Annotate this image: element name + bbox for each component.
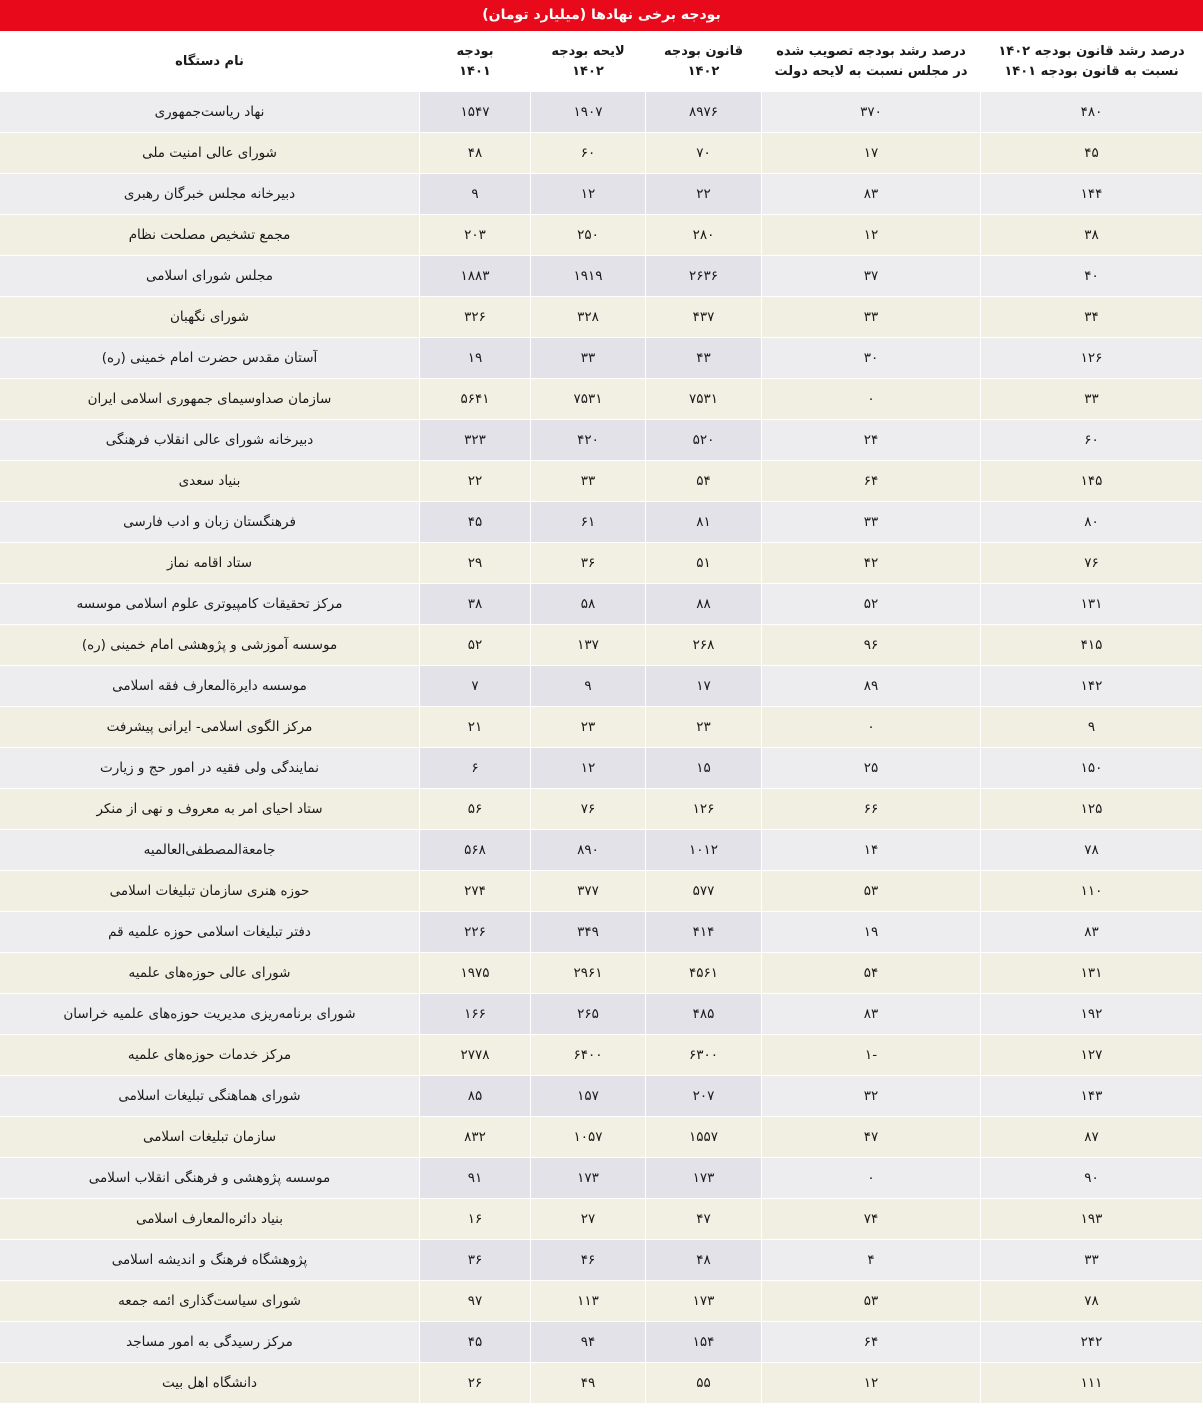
- cell-law-1402: ۲۲: [646, 174, 762, 215]
- cell-budget-1401: ۷: [420, 666, 531, 707]
- cell-budget-1401: ۵۶۸: [420, 830, 531, 871]
- cell-growth-majlis: ۸۳: [762, 994, 981, 1035]
- cell-law-1402: ۱۲۶: [646, 789, 762, 830]
- cell-growth-majlis: ۳۷۰: [762, 92, 981, 133]
- cell-bill-1402: ۳۷۷: [531, 871, 646, 912]
- cell-bill-1402: ۹۴: [531, 1322, 646, 1363]
- table-row: [0, 420, 1203, 461]
- cell-law-1402: ۴۵۶۱: [646, 953, 762, 994]
- cell-growth-1402-vs-1401: ۷۸: [981, 830, 1203, 871]
- cell-bill-1402: ۶۴۰۰: [531, 1035, 646, 1076]
- cell-growth-1402-vs-1401: ۹: [981, 707, 1203, 748]
- table-row: [0, 748, 1203, 789]
- cell-organization-name: نهاد ریاست‌جمهوری: [0, 92, 420, 133]
- table-row: [0, 1158, 1203, 1199]
- cell-budget-1401: ۳۲۳: [420, 420, 531, 461]
- cell-growth-majlis: ۳۰: [762, 338, 981, 379]
- cell-organization-name: بنیاد دائره‌المعارف اسلامی: [0, 1199, 420, 1240]
- cell-organization-name: سازمان تبلیغات اسلامی: [0, 1117, 420, 1158]
- cell-growth-majlis: ۵۲: [762, 584, 981, 625]
- table-row: [0, 830, 1203, 871]
- cell-budget-1401: ۴۸: [420, 133, 531, 174]
- cell-bill-1402: ۱۲: [531, 174, 646, 215]
- cell-budget-1401: ۸۳۲: [420, 1117, 531, 1158]
- cell-budget-1401: ۲۶: [420, 1363, 531, 1404]
- cell-law-1402: ۶۳۰۰: [646, 1035, 762, 1076]
- cell-growth-1402-vs-1401: ۳۳: [981, 1240, 1203, 1281]
- cell-bill-1402: ۸۹۰: [531, 830, 646, 871]
- cell-budget-1401: ۲۷۴: [420, 871, 531, 912]
- cell-budget-1401: ۲۹: [420, 543, 531, 584]
- cell-growth-1402-vs-1401: ۸۰: [981, 502, 1203, 543]
- cell-bill-1402: ۱۷۳: [531, 1158, 646, 1199]
- cell-organization-name: ستاد اقامه نماز: [0, 543, 420, 584]
- cell-law-1402: ۱۵۴: [646, 1322, 762, 1363]
- budget-table: [0, 31, 1203, 1404]
- cell-bill-1402: ۹: [531, 666, 646, 707]
- cell-growth-majlis: ۰: [762, 1158, 981, 1199]
- cell-bill-1402: ۶۰: [531, 133, 646, 174]
- cell-growth-1402-vs-1401: ۱۳۱: [981, 584, 1203, 625]
- cell-growth-1402-vs-1401: ۷۶: [981, 543, 1203, 584]
- table-row: [0, 1363, 1203, 1404]
- cell-budget-1401: ۴۵: [420, 502, 531, 543]
- cell-budget-1401: ۱۹۷۵: [420, 953, 531, 994]
- cell-bill-1402: ۱۵۷: [531, 1076, 646, 1117]
- cell-law-1402: ۱۰۱۲: [646, 830, 762, 871]
- cell-organization-name: دانشگاه اهل بیت: [0, 1363, 420, 1404]
- cell-law-1402: ۵۵: [646, 1363, 762, 1404]
- table-header-row: [0, 32, 1203, 92]
- cell-bill-1402: ۱۹۱۹: [531, 256, 646, 297]
- cell-law-1402: ۴۳: [646, 338, 762, 379]
- table-row: [0, 297, 1203, 338]
- cell-budget-1401: ۸۵: [420, 1076, 531, 1117]
- cell-budget-1401: ۱۶۶: [420, 994, 531, 1035]
- cell-bill-1402: ۲۳: [531, 707, 646, 748]
- cell-growth-1402-vs-1401: ۸۷: [981, 1117, 1203, 1158]
- cell-law-1402: ۴۱۴: [646, 912, 762, 953]
- cell-law-1402: ۵۷۷: [646, 871, 762, 912]
- cell-bill-1402: ۱۱۳: [531, 1281, 646, 1322]
- cell-organization-name: موسسه آموزشی و پژوهشی امام خمینی (ره): [0, 625, 420, 666]
- cell-growth-majlis: ۹۶: [762, 625, 981, 666]
- cell-growth-majlis: ۸۹: [762, 666, 981, 707]
- cell-growth-majlis: ۳۳: [762, 297, 981, 338]
- cell-law-1402: ۱۵: [646, 748, 762, 789]
- cell-organization-name: بنیاد سعدی: [0, 461, 420, 502]
- cell-growth-majlis: ۱۲: [762, 215, 981, 256]
- header-budget-1401-line2: ۱۴۰۱: [459, 63, 491, 79]
- table-row: [0, 912, 1203, 953]
- table-row: [0, 584, 1203, 625]
- header-budget-1401-line1: بودجه: [456, 44, 494, 59]
- table-row: [0, 994, 1203, 1035]
- cell-growth-majlis: ۴: [762, 1240, 981, 1281]
- cell-law-1402: ۸۸: [646, 584, 762, 625]
- cell-law-1402: ۵۲۰: [646, 420, 762, 461]
- header-growth-majlis: درصد رشد بودجه تصویب شده در مجلس نسبت به لایحه دولت: [762, 32, 981, 92]
- table-row: [0, 625, 1203, 666]
- cell-growth-1402-vs-1401: ۱۴۳: [981, 1076, 1203, 1117]
- cell-budget-1401: ۳۶: [420, 1240, 531, 1281]
- table-row: [0, 92, 1203, 133]
- cell-bill-1402: ۱۳۷: [531, 625, 646, 666]
- cell-organization-name: فرهنگستان زبان و ادب فارسی: [0, 502, 420, 543]
- cell-growth-majlis: ۰: [762, 379, 981, 420]
- cell-growth-majlis: ۲۴: [762, 420, 981, 461]
- table-row: [0, 1281, 1203, 1322]
- cell-growth-majlis: ۳۳: [762, 502, 981, 543]
- cell-organization-name: شورای برنامه‌ریزی مدیریت حوزه‌های علمیه خراسان: [0, 994, 420, 1035]
- cell-growth-1402-vs-1401: ۱۴۵: [981, 461, 1203, 502]
- table-row: [0, 953, 1203, 994]
- header-organization-name: نام دستگاه: [0, 32, 420, 92]
- cell-budget-1401: ۹۷: [420, 1281, 531, 1322]
- cell-growth-1402-vs-1401: ۱۱۱: [981, 1363, 1203, 1404]
- cell-growth-1402-vs-1401: ۱۵۰: [981, 748, 1203, 789]
- cell-organization-name: مرکز رسیدگی به امور مساجد: [0, 1322, 420, 1363]
- cell-growth-majlis: ۴۲: [762, 543, 981, 584]
- table-row: [0, 256, 1203, 297]
- cell-bill-1402: ۴۲۰: [531, 420, 646, 461]
- cell-law-1402: ۱۷: [646, 666, 762, 707]
- cell-growth-majlis: ۵۳: [762, 871, 981, 912]
- cell-bill-1402: ۷۵۳۱: [531, 379, 646, 420]
- cell-organization-name: موسسه پژوهشی و فرهنگی انقلاب اسلامی: [0, 1158, 420, 1199]
- cell-growth-majlis: ۳۷: [762, 256, 981, 297]
- cell-budget-1401: ۹: [420, 174, 531, 215]
- cell-organization-name: شورای سیاست‌گذاری ائمه جمعه: [0, 1281, 420, 1322]
- cell-budget-1401: ۲۱: [420, 707, 531, 748]
- cell-budget-1401: ۶: [420, 748, 531, 789]
- cell-growth-1402-vs-1401: ۳۴: [981, 297, 1203, 338]
- cell-law-1402: ۴۷: [646, 1199, 762, 1240]
- cell-law-1402: ۱۷۳: [646, 1281, 762, 1322]
- cell-growth-1402-vs-1401: ۱۲۷: [981, 1035, 1203, 1076]
- cell-bill-1402: ۴۶: [531, 1240, 646, 1281]
- cell-organization-name: مرکز تحقیقات کامپیوتری علوم اسلامی موسسه: [0, 584, 420, 625]
- cell-growth-majlis: ۶۴: [762, 1322, 981, 1363]
- cell-bill-1402: ۴۹: [531, 1363, 646, 1404]
- cell-law-1402: ۴۸۵: [646, 994, 762, 1035]
- cell-growth-majlis: ۶۶: [762, 789, 981, 830]
- cell-bill-1402: ۶۱: [531, 502, 646, 543]
- cell-law-1402: ۸۹۷۶: [646, 92, 762, 133]
- cell-growth-1402-vs-1401: ۳۸: [981, 215, 1203, 256]
- cell-budget-1401: ۱۹: [420, 338, 531, 379]
- cell-organization-name: دبیرخانه مجلس خبرگان رهبری: [0, 174, 420, 215]
- cell-growth-1402-vs-1401: ۳۳: [981, 379, 1203, 420]
- header-law-1402: قانون بودجه ۱۴۰۲: [646, 32, 762, 92]
- cell-growth-majlis: ۳۲: [762, 1076, 981, 1117]
- cell-growth-1402-vs-1401: ۹۰: [981, 1158, 1203, 1199]
- cell-law-1402: ۵۴: [646, 461, 762, 502]
- cell-law-1402: ۸۱: [646, 502, 762, 543]
- table-row: [0, 502, 1203, 543]
- cell-bill-1402: ۲۶۵: [531, 994, 646, 1035]
- cell-organization-name: شورای عالی امنیت ملی: [0, 133, 420, 174]
- cell-organization-name: نمایندگی ولی فقیه در امور حج و زیارت: [0, 748, 420, 789]
- table-row: [0, 1117, 1203, 1158]
- cell-growth-majlis: ۴۷: [762, 1117, 981, 1158]
- cell-growth-majlis: ۸۳: [762, 174, 981, 215]
- cell-budget-1401: ۹۱: [420, 1158, 531, 1199]
- cell-bill-1402: ۲۵۰: [531, 215, 646, 256]
- cell-organization-name: جامعةالمصطفی‌العالمیه: [0, 830, 420, 871]
- cell-law-1402: ۱۷۳: [646, 1158, 762, 1199]
- cell-organization-name: آستان مقدس حضرت امام خمینی (ره): [0, 338, 420, 379]
- table-row: [0, 133, 1203, 174]
- cell-growth-majlis: ۵۴: [762, 953, 981, 994]
- cell-law-1402: ۴۳۷: [646, 297, 762, 338]
- cell-budget-1401: ۲۲: [420, 461, 531, 502]
- cell-bill-1402: ۳۴۹: [531, 912, 646, 953]
- cell-organization-name: دفتر تبلیغات اسلامی حوزه علمیه قم: [0, 912, 420, 953]
- cell-bill-1402: ۷۶: [531, 789, 646, 830]
- cell-growth-1402-vs-1401: ۱۱۰: [981, 871, 1203, 912]
- cell-growth-1402-vs-1401: ۱۳۱: [981, 953, 1203, 994]
- table-row: [0, 1199, 1203, 1240]
- cell-organization-name: شورای هماهنگی تبلیغات اسلامی: [0, 1076, 420, 1117]
- cell-growth-1402-vs-1401: ۱۴۲: [981, 666, 1203, 707]
- cell-growth-majlis: ۵۳: [762, 1281, 981, 1322]
- cell-budget-1401: ۴۵: [420, 1322, 531, 1363]
- header-bill-1402: لایحه بودجه ۱۴۰۲: [531, 32, 646, 92]
- cell-organization-name: ستاد احیای امر به معروف و نهی از منکر: [0, 789, 420, 830]
- cell-bill-1402: ۵۸: [531, 584, 646, 625]
- page-title: بودجه برخی نهادها (میلیارد تومان): [0, 0, 1203, 31]
- cell-bill-1402: ۲۷: [531, 1199, 646, 1240]
- cell-law-1402: ۲۶۸: [646, 625, 762, 666]
- table-body: [0, 92, 1203, 1404]
- cell-growth-1402-vs-1401: ۱۹۲: [981, 994, 1203, 1035]
- cell-budget-1401: ۵۲: [420, 625, 531, 666]
- table-row: [0, 871, 1203, 912]
- cell-law-1402: ۲۰۷: [646, 1076, 762, 1117]
- cell-growth-1402-vs-1401: ۱۲۶: [981, 338, 1203, 379]
- table-row: [0, 1240, 1203, 1281]
- cell-growth-1402-vs-1401: ۴۵: [981, 133, 1203, 174]
- cell-organization-name: مجمع تشخیص مصلحت نظام: [0, 215, 420, 256]
- cell-organization-name: مجلس شورای اسلامی: [0, 256, 420, 297]
- table-row: [0, 174, 1203, 215]
- cell-budget-1401: ۲۷۷۸: [420, 1035, 531, 1076]
- cell-growth-majlis: ۰: [762, 707, 981, 748]
- cell-growth-majlis: -۱: [762, 1035, 981, 1076]
- cell-bill-1402: ۱۰۵۷: [531, 1117, 646, 1158]
- cell-law-1402: ۱۵۵۷: [646, 1117, 762, 1158]
- cell-growth-majlis: ۷۴: [762, 1199, 981, 1240]
- table-row: [0, 461, 1203, 502]
- cell-organization-name: مرکز الگوی اسلامی- ایرانی پیشرفت: [0, 707, 420, 748]
- cell-growth-1402-vs-1401: ۴۸۰: [981, 92, 1203, 133]
- cell-growth-majlis: ۶۴: [762, 461, 981, 502]
- table-row: [0, 215, 1203, 256]
- cell-growth-1402-vs-1401: ۱۲۵: [981, 789, 1203, 830]
- table-row: [0, 1035, 1203, 1076]
- cell-growth-1402-vs-1401: ۶۰: [981, 420, 1203, 461]
- cell-growth-majlis: ۱۲: [762, 1363, 981, 1404]
- cell-law-1402: ۲۳: [646, 707, 762, 748]
- cell-bill-1402: ۱۲: [531, 748, 646, 789]
- cell-law-1402: ۴۸: [646, 1240, 762, 1281]
- cell-budget-1401: ۱۵۴۷: [420, 92, 531, 133]
- cell-growth-majlis: ۲۵: [762, 748, 981, 789]
- cell-organization-name: دبیرخانه شورای عالی انقلاب فرهنگی: [0, 420, 420, 461]
- cell-bill-1402: ۳۶: [531, 543, 646, 584]
- cell-law-1402: ۲۸۰: [646, 215, 762, 256]
- cell-organization-name: مرکز خدمات حوزه‌های علمیه: [0, 1035, 420, 1076]
- cell-growth-majlis: ۱۷: [762, 133, 981, 174]
- cell-budget-1401: ۲۲۶: [420, 912, 531, 953]
- cell-growth-1402-vs-1401: ۴۱۵: [981, 625, 1203, 666]
- cell-growth-1402-vs-1401: ۱۹۳: [981, 1199, 1203, 1240]
- cell-budget-1401: ۵۶: [420, 789, 531, 830]
- cell-growth-1402-vs-1401: ۴۰: [981, 256, 1203, 297]
- cell-organization-name: حوزه هنری سازمان تبلیغات اسلامی: [0, 871, 420, 912]
- cell-budget-1401: ۵۶۴۱: [420, 379, 531, 420]
- cell-budget-1401: ۱۶: [420, 1199, 531, 1240]
- cell-bill-1402: ۳۳: [531, 461, 646, 502]
- cell-organization-name: سازمان صداوسیمای جمهوری اسلامی ایران: [0, 379, 420, 420]
- cell-growth-1402-vs-1401: ۷۸: [981, 1281, 1203, 1322]
- cell-organization-name: شورای نگهبان: [0, 297, 420, 338]
- table-row: [0, 338, 1203, 379]
- table-row: [0, 379, 1203, 420]
- header-growth-1402-vs-1401: درصد رشد قانون بودجه ۱۴۰۲ نسبت به قانون بودجه ۱۴۰۱: [981, 32, 1203, 92]
- table-row: [0, 666, 1203, 707]
- cell-organization-name: موسسه دایرة‌المعارف فقه اسلامی: [0, 666, 420, 707]
- cell-growth-1402-vs-1401: ۲۴۲: [981, 1322, 1203, 1363]
- table-row: [0, 1322, 1203, 1363]
- cell-growth-1402-vs-1401: ۸۳: [981, 912, 1203, 953]
- cell-budget-1401: ۲۰۳: [420, 215, 531, 256]
- cell-growth-1402-vs-1401: ۱۴۴: [981, 174, 1203, 215]
- cell-growth-majlis: ۱۹: [762, 912, 981, 953]
- cell-law-1402: ۷۵۳۱: [646, 379, 762, 420]
- table-row: [0, 789, 1203, 830]
- cell-organization-name: پژوهشگاه فرهنگ و اندیشه اسلامی: [0, 1240, 420, 1281]
- cell-organization-name: شورای عالی حوزه‌های علمیه: [0, 953, 420, 994]
- cell-law-1402: ۲۶۳۶: [646, 256, 762, 297]
- cell-growth-majlis: ۱۴: [762, 830, 981, 871]
- cell-bill-1402: ۳۲۸: [531, 297, 646, 338]
- cell-bill-1402: ۱۹۰۷: [531, 92, 646, 133]
- table-row: [0, 707, 1203, 748]
- cell-bill-1402: ۳۳: [531, 338, 646, 379]
- cell-law-1402: ۵۱: [646, 543, 762, 584]
- cell-budget-1401: ۱۸۸۳: [420, 256, 531, 297]
- table-row: [0, 1076, 1203, 1117]
- cell-law-1402: ۷۰: [646, 133, 762, 174]
- cell-bill-1402: ۲۹۶۱: [531, 953, 646, 994]
- cell-budget-1401: ۳۲۶: [420, 297, 531, 338]
- header-budget-1401: [420, 32, 531, 92]
- table-row: [0, 543, 1203, 584]
- cell-budget-1401: ۳۸: [420, 584, 531, 625]
